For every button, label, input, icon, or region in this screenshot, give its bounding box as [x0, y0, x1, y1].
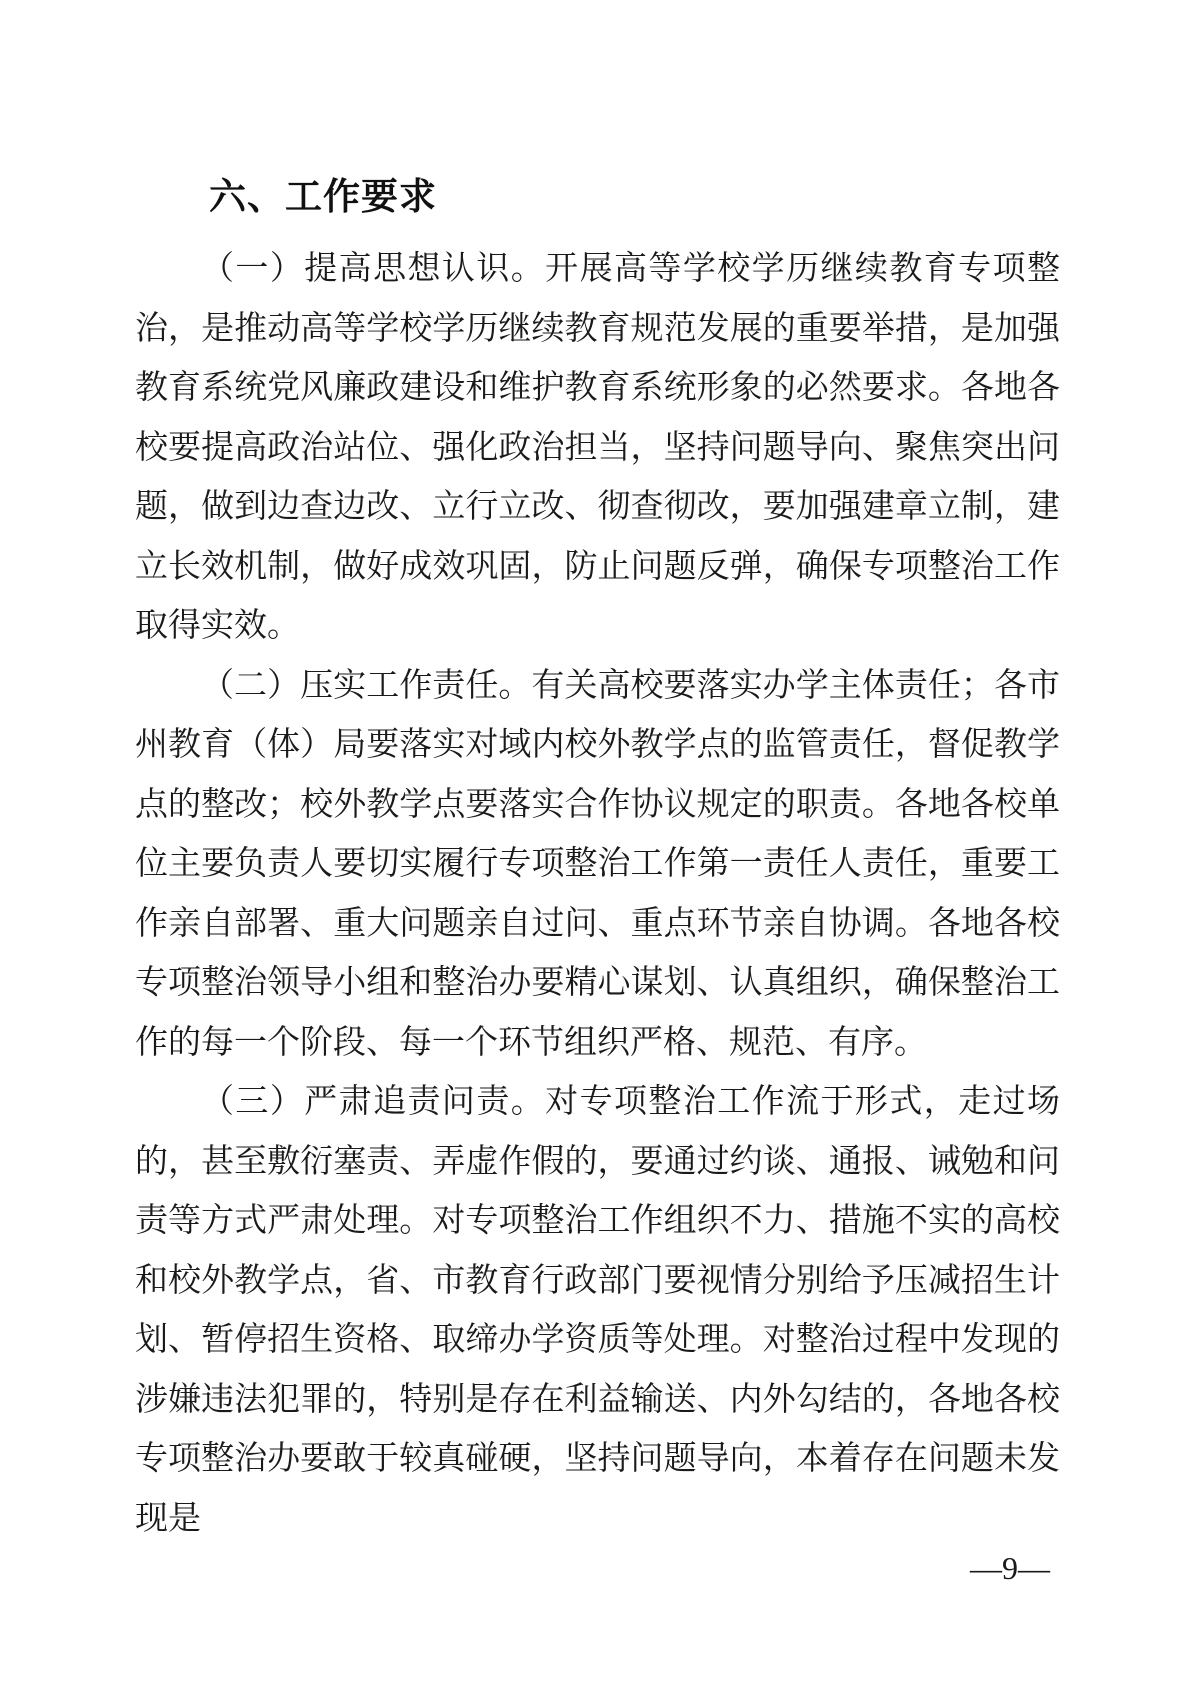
page-number: —9— [970, 1550, 1050, 1586]
section-heading: 六、工作要求 [209, 176, 437, 217]
paragraph-3: （三）严肃追责问责。对专项整治工作流于形式，走过场的，甚至敷衍塞责、弄虚作假的，要通过约谈、通报、诫勉和问责等方式严肃处理。对专项整治工作组织不力、措施不实的高校和校外教学点，省、市教育行政部门要视情分别给予压减招生计划、暂停招生资格、取缔办学资质等处理。对整治过程中发现的涉嫌违法犯罪的，特别是存在利益输送、内外勾结的，各地各校专项整治办要敢于较真碰硬，坚持问题导向，本着存在问题未发现是 [135, 1084, 1060, 1537]
document-body [135, 172, 1060, 1549]
paragraph-1: （一）提高思想认识。开展高等学校学历继续教育专项整治，是推动高等学校学历继续教育规范发展的重要举措，是加强教育系统党风廉政建设和维护教育系统形象的必然要求。各地各校要提高政治站位、强化政治担当，坚持问题导向、聚焦突出问题，做到边查边改、立行立改、彻查彻改，要加强建章立制，建立长效机制，做好成效巩固，防止问题反弹，确保专项整治工作取得实效。 [135, 251, 1060, 644]
paragraph-2: （二）压实工作责任。有关高校要落实办学主体责任；各市州教育（体）局要落实对域内校外教学点的监管责任，督促教学点的整改；校外教学点要落实合作协议规定的职责。各地各校单位主要负责人要切实履行专项整治工作第一责任人责任，重要工作亲自部署、重大问题亲自过问、重点环节亲自协调。各地各校专项整治领导小组和整治办要精心谋划、认真组织，确保整治工作的每一个阶段、每一个环节组织严格、规范、有序。 [135, 667, 1060, 1061]
